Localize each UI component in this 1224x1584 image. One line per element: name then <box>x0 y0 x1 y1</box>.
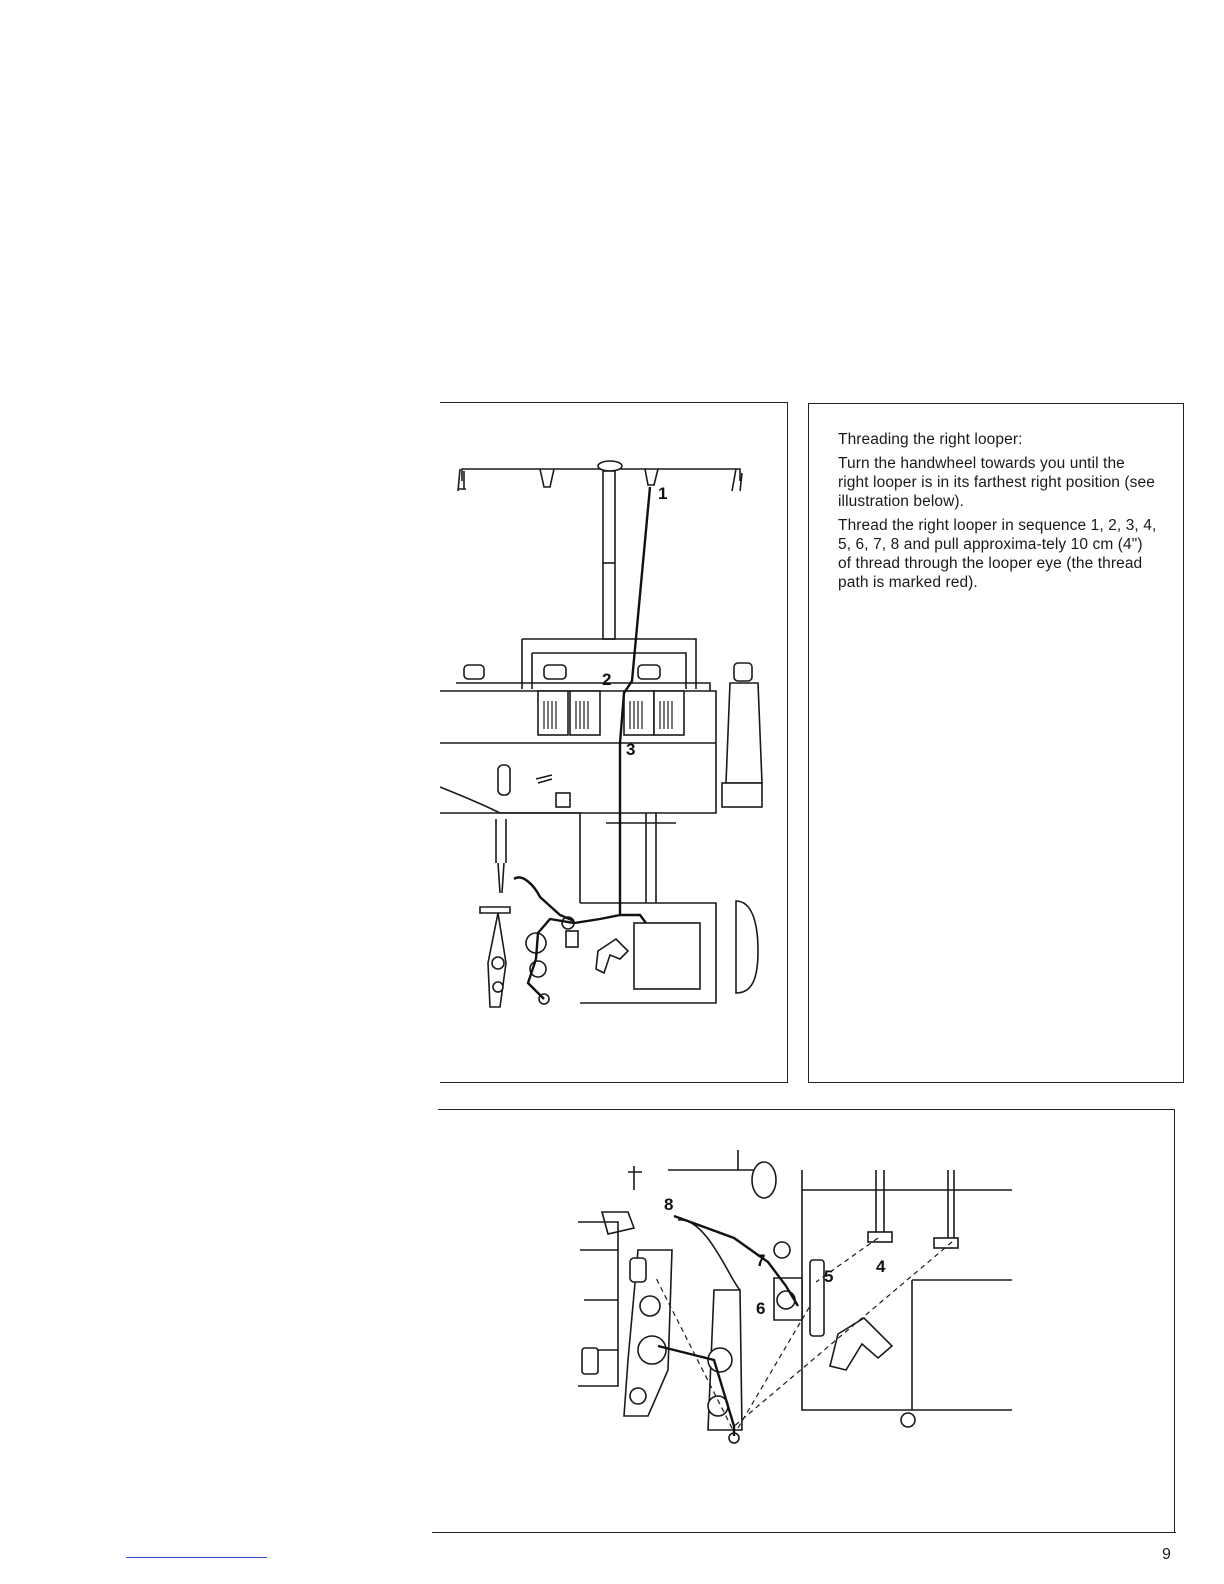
looper-closeup-figure-panel <box>438 1109 1175 1533</box>
bottom-rule <box>432 1532 1176 1533</box>
callout-6: 6 <box>756 1299 766 1318</box>
instructions-paragraph-2: Thread the right looper in sequence 1, 2, 3, 4, 5, 6, 7, 8 and pull approxima-tely 10 cm (4") of thread through the looper eye (the thread path is marked red). <box>838 517 1157 591</box>
instructions-heading: Threading the right looper: <box>838 431 1023 448</box>
page-number: 9 <box>1162 1546 1171 1563</box>
callout-8: 8 <box>664 1195 674 1214</box>
callout-4: 4 <box>876 1257 886 1276</box>
instructions-text <box>838 430 1158 597</box>
callout-1: 1 <box>658 484 668 503</box>
callout-2: 2 <box>602 670 612 689</box>
machine-front-illustration <box>440 403 788 1084</box>
looper-closeup-illustration <box>438 1110 1175 1534</box>
callout-3: 3 <box>626 740 636 759</box>
instructions-paragraph-1: Turn the handwheel towards you until the right looper is in its farthest right position (see illustration below). <box>838 455 1155 510</box>
callout-7: 7 <box>756 1251 766 1270</box>
footer-link-underline <box>126 1557 267 1558</box>
machine-front-figure-panel <box>440 402 788 1083</box>
callout-5: 5 <box>824 1267 834 1286</box>
